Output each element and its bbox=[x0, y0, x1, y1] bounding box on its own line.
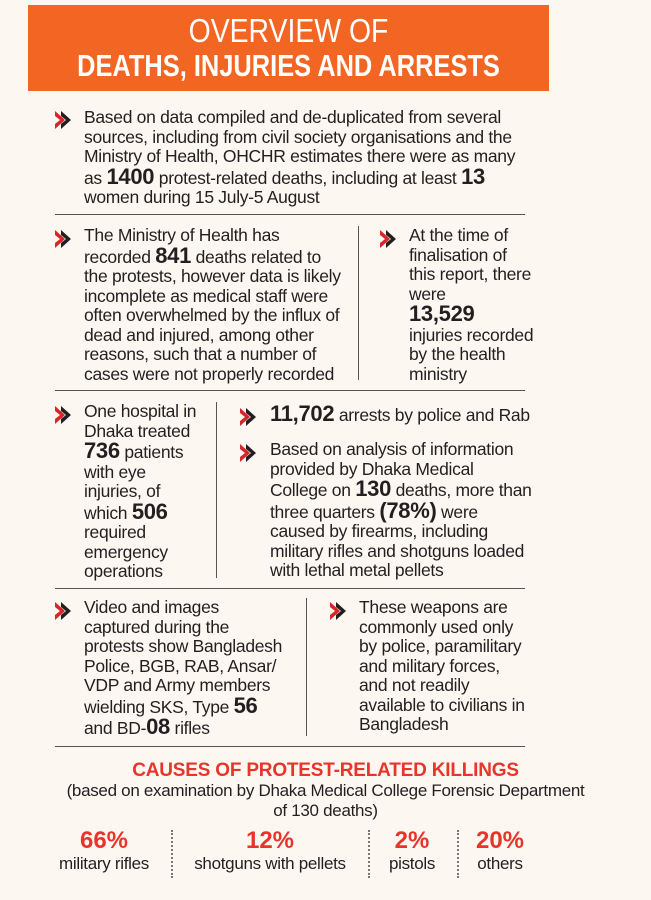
block5-text: arrests by police and Rab bbox=[334, 405, 530, 425]
double-chevron-right-icon bbox=[380, 230, 398, 248]
block4-text-b: patients with eye injuries, of which bbox=[84, 442, 184, 523]
stat-percent: 20% bbox=[475, 827, 525, 854]
double-chevron-right-icon bbox=[240, 408, 258, 426]
block-weapons-availability bbox=[359, 598, 531, 735]
block1-text-c: women during 15 July-5 August bbox=[84, 187, 320, 207]
block6-deaths-number: 130 bbox=[355, 476, 392, 501]
divider bbox=[55, 746, 525, 747]
block7-text-a: Video and images captured during the protests show Bangladesh Police, BGB, RAB, Ansar/ VDP and Army members wielding SKS, Type bbox=[84, 597, 283, 717]
causes-subtitle: (based on examination by Dhaka Medical College Forensic Department of 130 deaths) bbox=[66, 781, 585, 820]
double-chevron-right-icon bbox=[330, 602, 348, 620]
stat-pistols bbox=[378, 828, 446, 874]
double-chevron-right-icon bbox=[55, 602, 73, 620]
stat-label: shotguns with pellets bbox=[194, 854, 346, 873]
block3-injuries-number: 13,529 bbox=[409, 301, 475, 326]
block7-bd-number: 08 bbox=[146, 714, 170, 739]
block6-text-b: deaths, more than three quarters bbox=[270, 480, 532, 522]
block3-text-b: injuries recorded by the health ministry bbox=[409, 324, 534, 384]
causes-title: CAUSES OF PROTEST-RELATED KILLINGS bbox=[132, 760, 519, 781]
block7-text-b: and BD- bbox=[84, 718, 147, 738]
double-chevron-right-icon bbox=[240, 444, 258, 462]
header-title-line2: DEATHS, INJURIES AND ARRESTS bbox=[77, 48, 500, 83]
header-title-line1: OVERVIEW OF bbox=[188, 12, 389, 49]
block-firearms-analysis bbox=[270, 440, 532, 581]
dotted-divider bbox=[171, 830, 173, 878]
block2-text-b: deaths related to the protests, however data is likely incomplete as medical staff were often overwhelmed by the influx of dead and injured, among other reasons, such that a number of cases were not properly recorded bbox=[84, 246, 341, 384]
block4-operations-number: 506 bbox=[131, 498, 168, 524]
stat-label: pistols bbox=[388, 854, 436, 873]
divider bbox=[55, 390, 525, 391]
divider bbox=[55, 214, 525, 215]
block7-text-c: rifles bbox=[169, 718, 210, 738]
double-chevron-right-icon bbox=[55, 230, 73, 248]
block6-text-a: Based on analysis of information provided by Dhaka Medical College on bbox=[270, 439, 514, 500]
stat-military-rifles bbox=[50, 828, 158, 874]
block1-text-a: Based on data compiled and de-duplicated from several sources, including from civil society organisations and the Ministry of Health, OHCHR estimates there were as many as bbox=[84, 107, 516, 188]
block4-patients-number: 736 bbox=[84, 438, 120, 463]
stat-label: military rifles bbox=[59, 854, 149, 873]
block2-deaths-number: 841 bbox=[155, 242, 192, 268]
block6-percent: (78%) bbox=[379, 497, 437, 523]
block-ministry-deaths bbox=[84, 226, 346, 384]
stat-label: others bbox=[477, 854, 523, 873]
block7-type-number: 56 bbox=[233, 692, 258, 718]
block2-text-a: The Ministry of Health has recorded bbox=[84, 225, 280, 267]
stat-others bbox=[465, 828, 535, 874]
divider bbox=[306, 598, 307, 736]
divider bbox=[55, 588, 525, 589]
stat-percent: 12% bbox=[245, 827, 295, 854]
dotted-divider bbox=[368, 830, 370, 878]
block-arrests bbox=[270, 401, 540, 426]
block4-text-c: required emergency operations bbox=[84, 522, 168, 581]
block-total-deaths bbox=[84, 108, 524, 208]
stat-percent: 66% bbox=[79, 827, 129, 854]
divider bbox=[358, 226, 359, 380]
header-banner bbox=[28, 5, 549, 91]
block3-text-a: At the time of finalisation of this report, there were bbox=[409, 225, 532, 304]
block1-deaths-number: 1400 bbox=[106, 163, 155, 189]
block6-text-c: were caused by firearms, including military rifles and shotguns loaded with lethal metal pellets bbox=[270, 501, 525, 580]
stat-shotguns bbox=[182, 828, 358, 874]
divider bbox=[216, 402, 217, 578]
double-chevron-right-icon bbox=[55, 406, 73, 424]
block8-text: These weapons are commonly used only by police, paramilitary and military forces, and not readily available to civilians in Bangladesh bbox=[359, 597, 525, 734]
block-eye-injuries bbox=[84, 402, 202, 582]
block-weapons-seen bbox=[84, 598, 284, 739]
double-chevron-right-icon bbox=[55, 111, 73, 129]
block4-text-a: One hospital in Dhaka treated bbox=[84, 401, 197, 441]
dotted-divider bbox=[457, 830, 459, 878]
block-injuries bbox=[409, 226, 537, 384]
stat-percent: 2% bbox=[394, 827, 430, 854]
block1-text-b: protest-related deaths, including at least bbox=[154, 167, 462, 188]
block5-arrests-number: 11,702 bbox=[270, 401, 335, 426]
block1-women-number: 13 bbox=[461, 163, 485, 189]
